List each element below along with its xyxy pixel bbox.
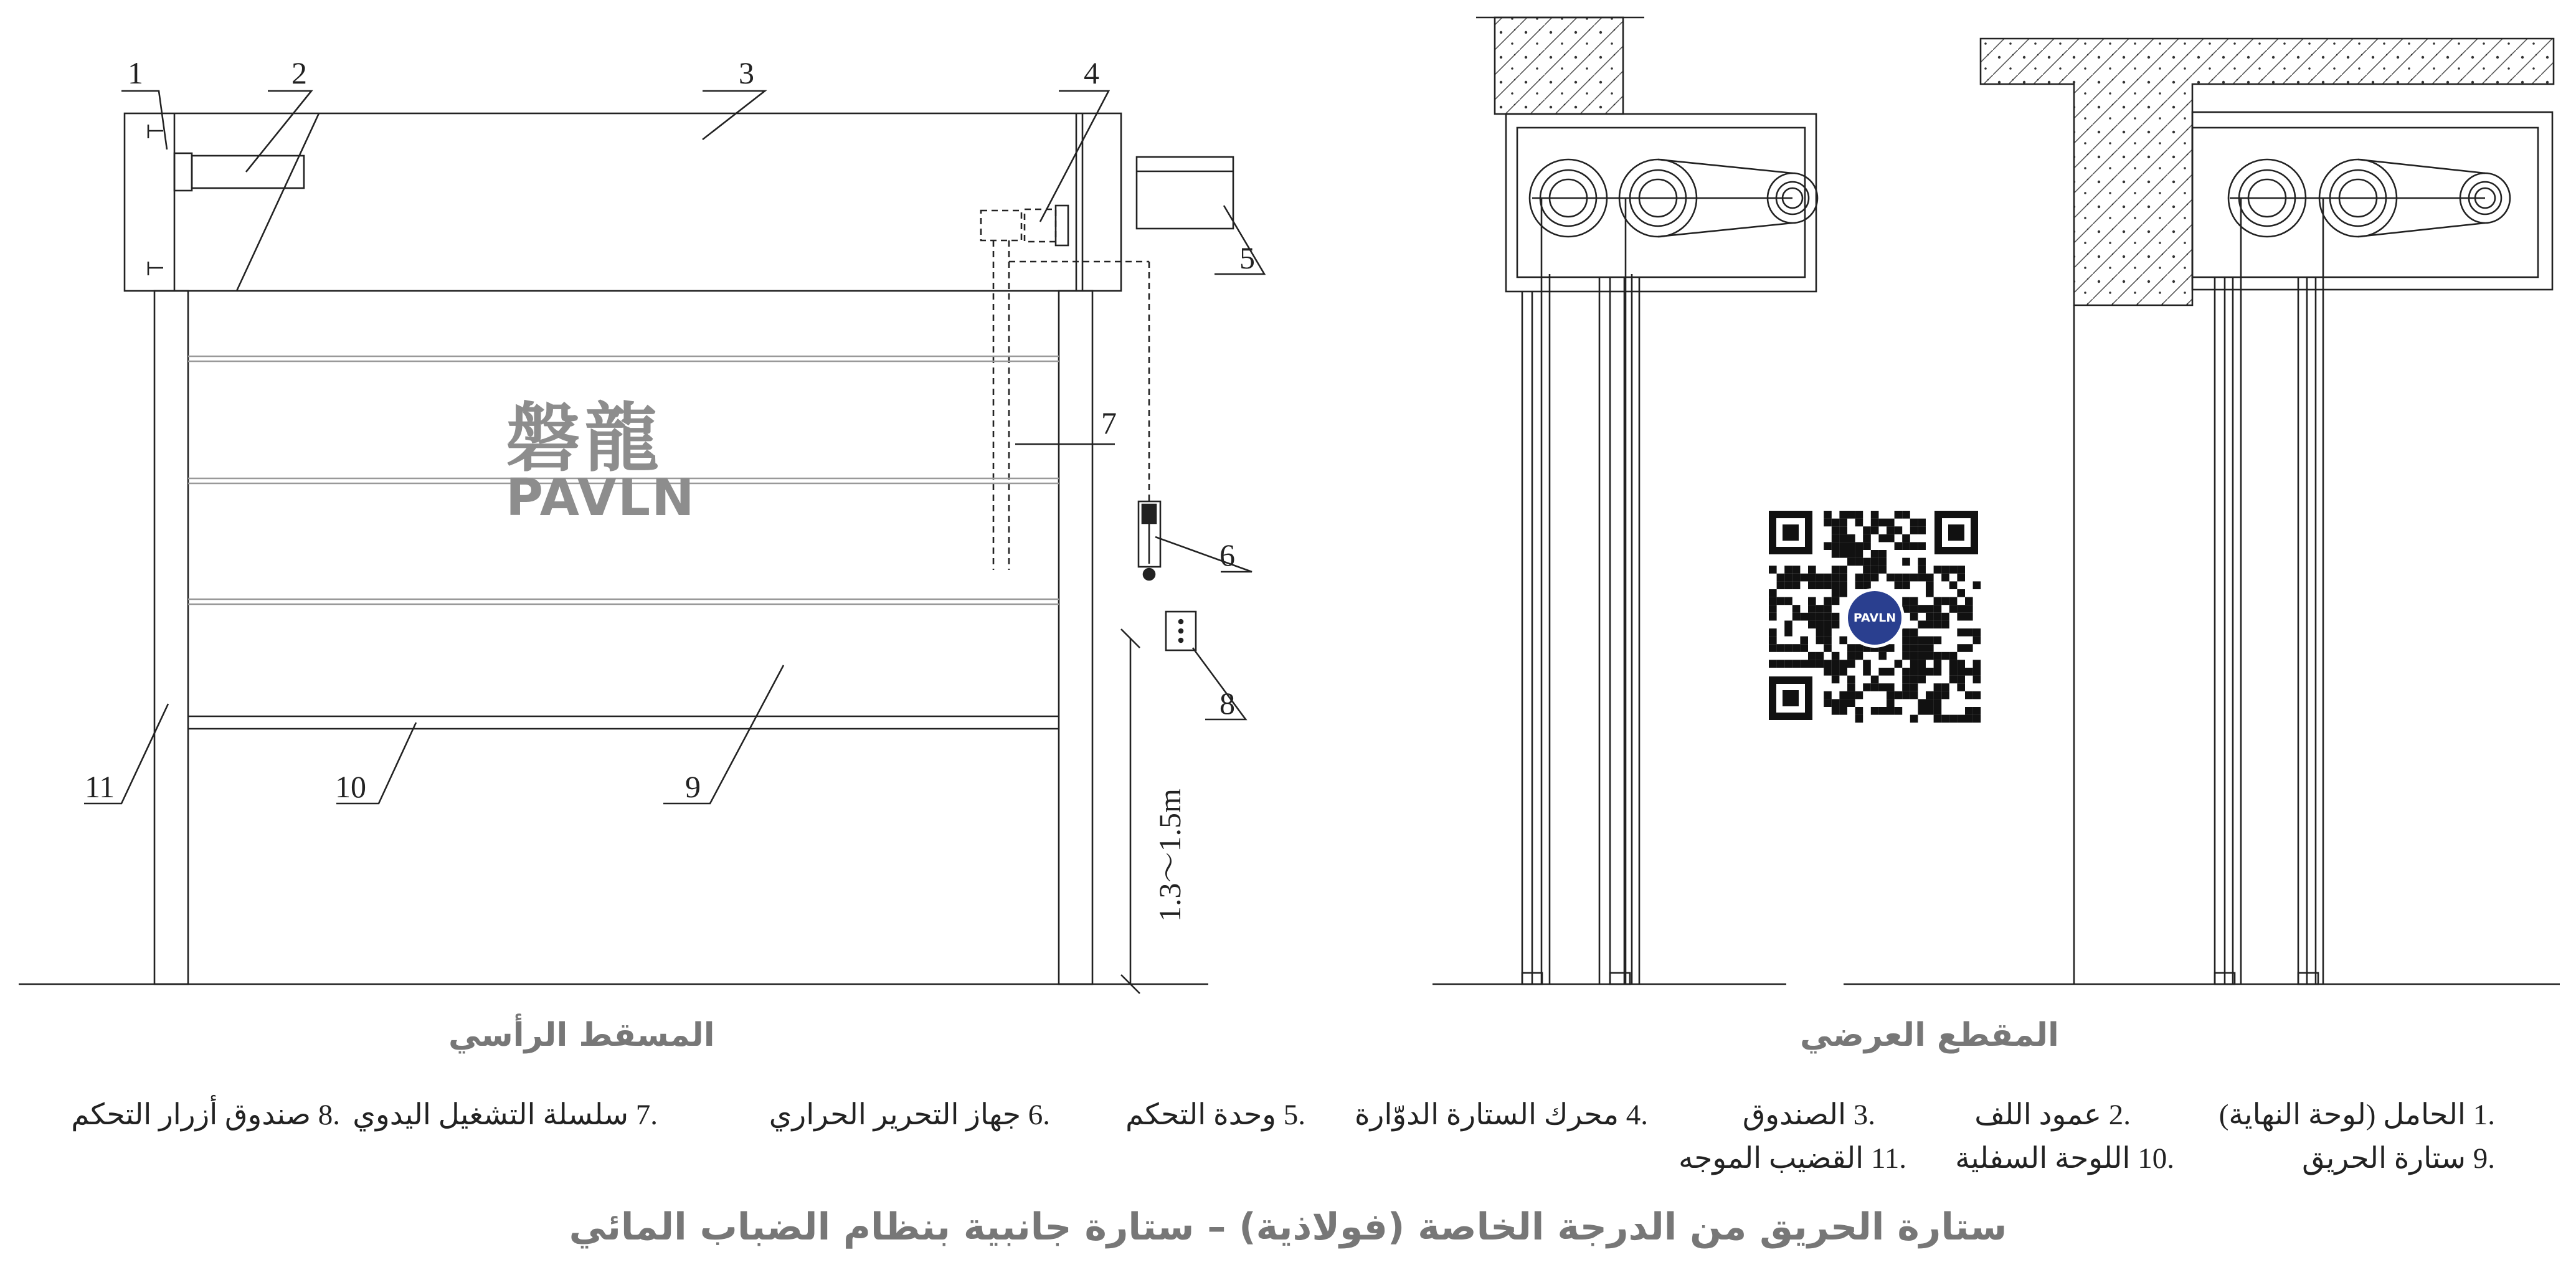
elevation-title: المسقط الرأسي (448, 1017, 715, 1054)
legend-item-3: .3 الصندوق (1742, 1099, 1875, 1131)
legend-item-6: .6 جهاز التحرير الحراري (769, 1099, 1050, 1131)
label-2: 2 (291, 55, 307, 90)
logo-english: PAVLN (506, 468, 696, 528)
label-3: 3 (739, 55, 754, 90)
drawing-caption: ستارة الحريق من الدرجة الخاصة (فولاذية) – ستارة جانبية بنظام الضباب المائي (569, 1205, 2007, 1249)
label-9: 9 (685, 769, 701, 804)
qr-logo-badge: PAVLN (1845, 588, 1905, 648)
legend-item-8: .8 صندوق أزرار التحكم (71, 1099, 340, 1131)
logo-chinese: 磐龍 (506, 396, 663, 482)
label-11: 11 (85, 769, 115, 804)
label-10: 10 (335, 769, 366, 804)
label-5: 5 (1239, 240, 1255, 275)
cross-section-title: المقطع العرضي (1800, 1017, 2059, 1054)
cross-section-view-a (1432, 17, 1817, 984)
label-8: 8 (1219, 686, 1235, 721)
label-6: 6 (1219, 538, 1235, 572)
dimension-label: 1.3～1.5m (1152, 789, 1187, 922)
legend-item-10: .10 اللوحة السفلية (1955, 1142, 2174, 1175)
legend-item-2: .2 عمود اللف (1974, 1099, 2131, 1131)
label-7: 7 (1101, 405, 1117, 440)
legend-item-4: .4 محرك الستارة الدوّارة (1355, 1099, 1648, 1131)
box-outline (125, 113, 1121, 291)
legend-item-11: .11 القضيب الموجه (1679, 1142, 1906, 1175)
label-1: 1 (128, 55, 143, 90)
legend-item-7: .7 سلسلة التشغيل اليدوي (353, 1099, 658, 1131)
legend-item-1: .1 الحامل (لوحة النهاية) (2218, 1099, 2495, 1131)
legend-item-9: .9 ستارة الحريق (2302, 1142, 2495, 1175)
legend-item-5: .5 وحدة التحكم (1125, 1099, 1305, 1131)
label-4: 4 (1084, 55, 1099, 90)
elevation-view (19, 91, 1264, 993)
